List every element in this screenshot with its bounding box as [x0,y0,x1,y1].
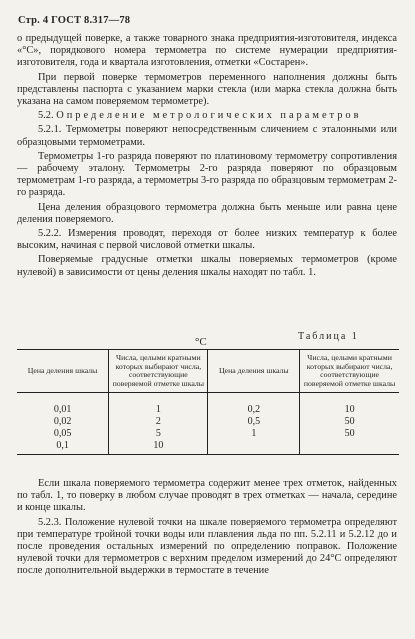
table-header-cell: Числа, целыми кратными которых выбирают числа, соответствующие поверяемой отметке шкалы [300,350,399,393]
table-cell: 0,01 [53,404,72,416]
page-header: Стр. 4 ГОСТ 8.317—78 [18,15,131,26]
table-cell: 50 [300,428,399,440]
paragraph: Цена деления образцового термометра должна быть меньше или равна цене деления поверяемого. [17,201,397,225]
table-cell: 10 [109,440,208,455]
table-unit: °С [195,336,207,348]
table-cell: 10 [300,393,399,417]
table-cell: 0,5 [208,416,300,428]
table-cell: 0,02 [53,416,72,428]
paragraph: 5.2.2. Измерения проводят, переходя от более низких температур к более высоким, начиная с первой числовой отметки шкалы. [17,228,397,252]
section-number: 5.2. [38,110,54,122]
table-cell [300,440,399,455]
paragraph: Если шкала поверяемого термометра содержит менее трех отметок, найденных по табл. 1, то поверку в любом случае проводят в трех отметках — начала, середине и конце шкалы. [17,478,397,514]
table-header-row [17,350,399,393]
table-row [17,428,399,440]
table-cell: 0,1 [17,440,109,455]
table-cell: 50 [300,416,399,428]
table-cell: 5 [109,428,208,440]
paragraph: 5.2.1. Термометры поверяют непосредственным сличением с эталонными или образцовыми термометрами. [17,124,397,148]
table-header-cell: Цена деления шкалы [208,350,300,393]
table-cell: 2 [109,416,208,428]
body-text-bottom [17,478,397,580]
table-row [17,393,399,417]
table-caption: Таблица 1 [298,331,359,342]
table-row [17,416,399,428]
table-header-cell: Числа, целыми кратными которых выбирают числа, соответствующие поверяемой отметке шкалы [109,350,208,393]
section-title: Определение метрологических параметров [56,110,362,122]
table-cell [208,440,300,455]
paragraph: 5.2.3. Положение нулевой точки на шкале поверяемого термометра определяют при температуре тройной точки воды или плавления льда по пп. 5.2.11 и 5.2.12 до и после проведения остальных измерений по определению поправок. Положение нулевой точки для термометров с верхним пределом измерений до 24°С определяют после дополнительной выдержки в термостате в течение [17,516,397,577]
table-cell: 1 [208,428,300,440]
table-cell: 1 [109,393,208,417]
paragraph: При первой поверке термометров переменного наполнения должны быть представлены паспорта с указанием марки стекла (или марка стекла должна быть указана на самом поверяемом термометре). [17,71,397,108]
table-cell: 0,2 [208,393,300,417]
table-row [17,440,399,455]
table-cell: 0,05 [53,428,72,440]
table-header-cell: Цена деления шкалы [17,350,109,393]
paragraph: о предыдущей поверке, а также товарного знака предприятия-изготовителя, индекса «°С», порядкового номера термометра по системе нумерации предприятия-изготовителя, года и квартала изготовления, отметки «Состарен». [17,33,397,69]
section-heading [17,110,397,122]
paragraph: Термометры 1-го разряда поверяют по платиновому термометру сопротивления — рабочему эталону. Термометры 2-го разряда поверяют по образцовым термометрам 1-го разряда, а термометры 3-го разряда по образцовым термометрам 2-го разряда. [17,150,397,199]
paragraph: Поверяемые градусные отметки шкалы поверяемых термометров (кроме нулевой) в зависимости от цены деления шкалы находят по табл. 1. [17,254,397,278]
body-text-top [17,33,397,281]
division-table [17,349,399,455]
